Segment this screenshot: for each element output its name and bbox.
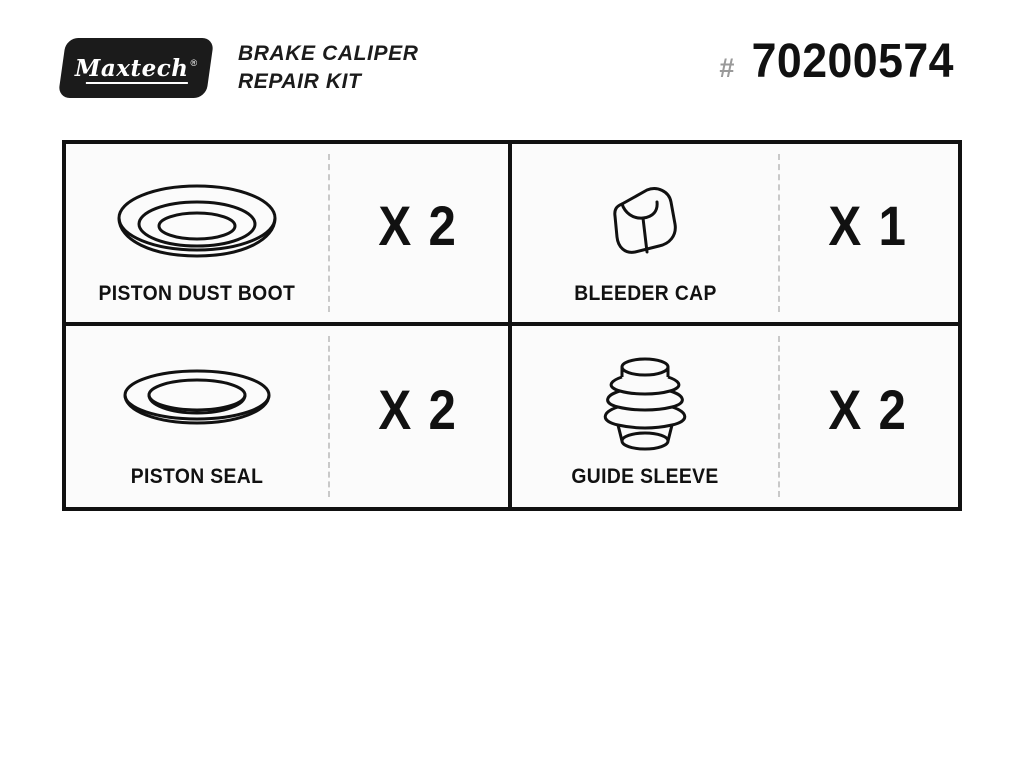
quantity-value: X 2 — [378, 377, 458, 441]
brand-underline — [86, 82, 188, 84]
part-pane — [66, 326, 328, 508]
guide-sleeve-icon — [580, 349, 710, 459]
quantity-pane — [778, 326, 958, 508]
brand-logo — [58, 38, 214, 98]
registered-trademark-icon: ® — [190, 57, 198, 68]
part-number — [719, 34, 962, 89]
part-label: PISTON SEAL — [130, 465, 264, 489]
table-cell-bleeder-cap — [512, 144, 958, 326]
part-number-hash: # — [719, 53, 735, 83]
quantity-pane — [328, 144, 508, 322]
header — [62, 34, 962, 108]
part-pane — [512, 326, 778, 508]
page-title-line2: REPAIR KIT — [238, 70, 362, 93]
part-label: GUIDE SLEEVE — [571, 465, 719, 489]
part-pane — [512, 144, 778, 322]
part-label: PISTON DUST BOOT — [98, 281, 296, 305]
table-cell-piston-dust-boot — [66, 144, 512, 326]
quantity-value: X 1 — [828, 194, 908, 258]
piston-seal-icon — [107, 349, 287, 459]
part-number-value: 70200574 — [752, 35, 955, 88]
part-pane — [66, 144, 328, 322]
table-cell-guide-sleeve — [512, 326, 958, 508]
page-title — [238, 40, 418, 96]
brand-name: Maxtech — [74, 54, 189, 82]
bleeder-cap-icon — [585, 166, 705, 276]
quantity-value: X 2 — [828, 377, 908, 441]
part-label: BLEEDER CAP — [573, 281, 717, 305]
piston-dust-boot-icon — [102, 166, 292, 276]
page-title-line1: BRAKE CALIPER — [238, 42, 419, 65]
quantity-pane — [328, 326, 508, 508]
table-cell-piston-seal — [66, 326, 512, 508]
kit-contents-table — [62, 140, 962, 511]
brand-logo-inner — [74, 54, 198, 82]
quantity-value: X 2 — [378, 194, 458, 258]
quantity-pane — [778, 144, 958, 322]
